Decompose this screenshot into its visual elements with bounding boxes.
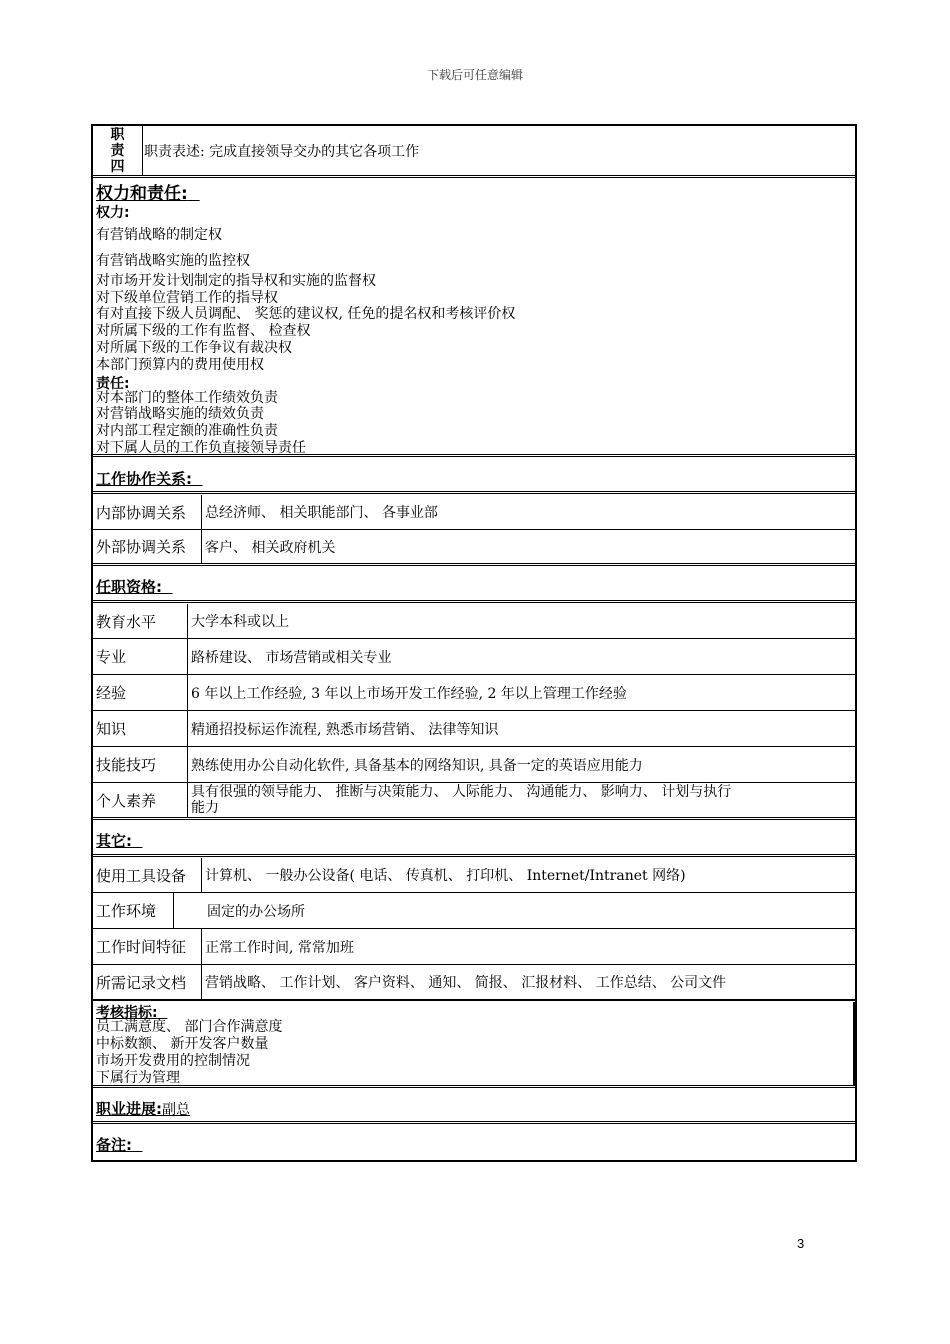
duty-item: 对本部门的整体工作绩效负责 (96, 390, 278, 406)
duty4-label-char: 四 (110, 158, 125, 175)
power-item: 对下级单位营销工作的指导权 (96, 290, 278, 306)
table-row (93, 893, 855, 929)
authority-section (93, 180, 855, 457)
row-value: 固定的办公场所 (173, 893, 855, 928)
row-label: 专业 (96, 648, 127, 666)
duty4-label (93, 126, 143, 175)
duty4-label-char: 责 (110, 142, 125, 159)
table-row (93, 783, 855, 820)
career-title: 职业进展:副总 (96, 1100, 190, 1118)
duty-item: 对下属人员的工作负直接领导责任 (96, 440, 306, 456)
table-row (93, 675, 855, 711)
table-row (93, 929, 855, 965)
table-row (93, 639, 855, 675)
remarks-title: 备注: (96, 1136, 132, 1154)
career-row (93, 1090, 855, 1124)
row-label: 所需记录文档 (96, 973, 187, 992)
kpi-item: 中标数额、 新开发客户数量 (96, 1036, 269, 1052)
others-title: 其它: (96, 832, 132, 850)
kpi-item: 员工满意度、 部门合作满意度 (96, 1019, 283, 1035)
row-value: 计算机、 一般办公设备( 电话、 传真机、 打印机、 Internet/Intranet 网络) (201, 858, 855, 892)
kpi-title: 考核指标: (96, 1005, 158, 1021)
remarks-row (93, 1126, 855, 1160)
row-value: 6 年以上工作经验, 3 年以上市场开发工作经验, 2 年以上管理工作经验 (187, 675, 855, 710)
duty-item: 对营销战略实施的绩效负责 (96, 406, 264, 422)
powers-title: 权力: (96, 205, 130, 221)
table-row (93, 495, 855, 530)
kpi-right-border (853, 1002, 855, 1085)
cooperation-title: 工作协作关系: (96, 470, 192, 488)
duty-item: 对内部工程定额的准确性负责 (96, 423, 278, 439)
duty4-row (93, 126, 855, 178)
row-value: 营销战略、 工作计划、 客户资料、 通知、 简报、 汇报材料、 工作总结、 公司文件 (201, 965, 855, 999)
career-value: 副总 (162, 1102, 190, 1118)
power-item: 有营销战略的制定权 (96, 227, 222, 243)
table-row (93, 711, 855, 747)
row-value: 客户、 相关政府机关 (201, 530, 855, 563)
power-item: 对市场开发计划制定的指导权和实施的监督权 (96, 273, 376, 289)
row-value-line: 能力 (191, 800, 219, 816)
others-header (93, 822, 855, 857)
duty4-description: 职责表述: 完成直接领导交办的其它各项工作 (144, 143, 420, 160)
header-note: 下载后可任意编辑 (426, 68, 523, 82)
row-label: 工作时间特征 (96, 938, 187, 956)
row-value: 精通招投标运作流程, 熟悉市场营销、 法律等知识 (187, 711, 855, 746)
kpi-item: 下属行为管理 (96, 1070, 180, 1086)
table-row (93, 965, 855, 1001)
row-value-line: 具有很强的领导能力、 推断与决策能力、 人际能力、 沟通能力、 影响力、 计划与执行 (191, 784, 732, 800)
cooperation-header (93, 460, 855, 494)
row-label: 内部协调关系 (96, 503, 187, 522)
row-label: 技能技巧 (96, 756, 157, 774)
kpi-section (93, 1002, 855, 1088)
authority-title: 权力和责任: (96, 184, 188, 204)
row-value: 正常工作时间, 常常加班 (201, 929, 855, 964)
row-label: 知识 (96, 720, 127, 738)
power-item: 对所属下级的工作争议有裁决权 (96, 340, 292, 356)
row-label: 个人素养 (96, 791, 157, 810)
table-row (93, 858, 855, 893)
table-row (93, 604, 855, 639)
row-label: 经验 (96, 684, 127, 702)
power-item: 有对直接下级人员调配、 奖惩的建议权, 任免的提名权和考核评价权 (96, 306, 516, 322)
row-label: 工作环境 (96, 902, 157, 920)
power-item: 有营销战略实施的监控权 (96, 253, 250, 269)
table-row (93, 530, 855, 566)
row-value: 大学本科或以上 (187, 604, 855, 638)
row-label: 使用工具设备 (96, 866, 187, 885)
row-label: 外部协调关系 (96, 538, 187, 556)
table-row (93, 747, 855, 783)
duties-title: 责任: (96, 376, 130, 392)
power-item: 对所属下级的工作有监督、 检查权 (96, 323, 311, 339)
qualifications-title: 任职资格: (96, 578, 162, 596)
row-value: 熟练使用办公自动化软件, 具备基本的网络知识, 具备一定的英语应用能力 (187, 747, 855, 782)
row-value (187, 783, 855, 817)
qualifications-header (93, 568, 855, 603)
kpi-item: 市场开发费用的控制情况 (96, 1053, 250, 1069)
row-label: 教育水平 (96, 612, 157, 631)
page-number: 3 (797, 1236, 805, 1251)
power-item: 本部门预算内的费用使用权 (96, 357, 264, 373)
row-value: 路桥建设、 市场营销或相关专业 (187, 639, 855, 674)
duty4-label-char: 职 (110, 126, 125, 143)
row-value: 总经济师、 相关职能部门、 各事业部 (201, 495, 855, 529)
